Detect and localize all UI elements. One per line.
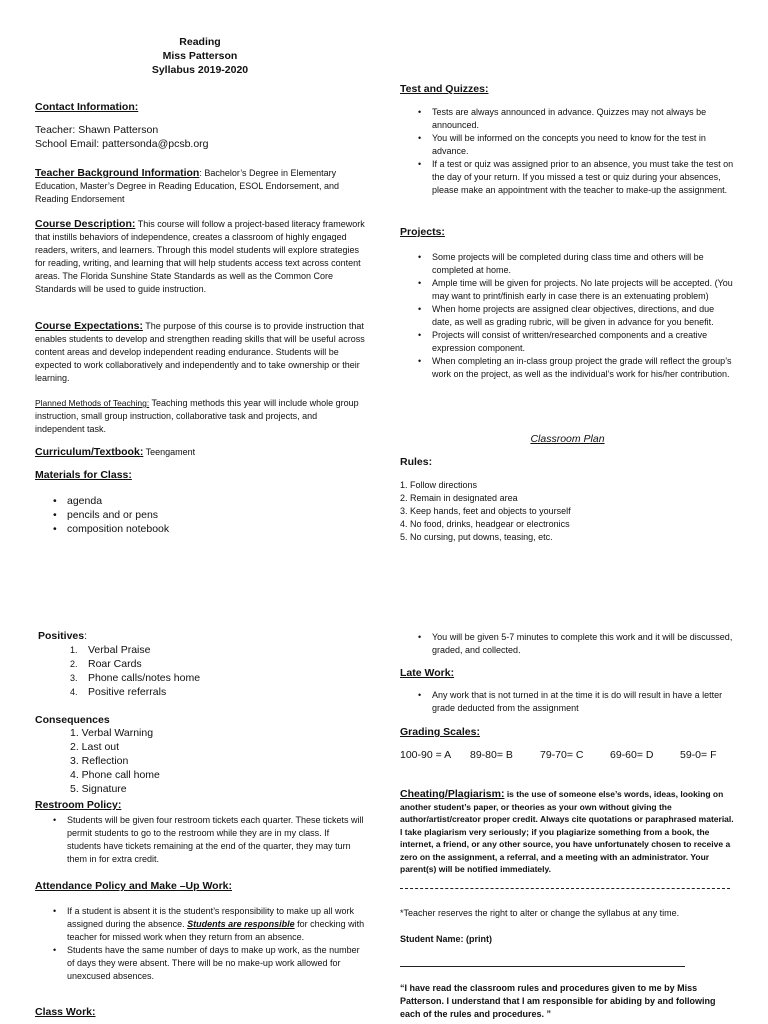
- consequences-list: [70, 726, 365, 796]
- item-text: Positive referrals: [88, 686, 167, 698]
- materials-section: [35, 469, 365, 536]
- list-item: [67, 905, 365, 944]
- reserve-note: *Teacher reserves the right to alter or change the syllabus at any time.: [400, 908, 680, 918]
- item-text: Phone calls/notes home: [88, 672, 201, 684]
- tests-section: [400, 83, 735, 197]
- list-item: 4. Phone call home: [70, 769, 160, 781]
- rules-heading: Rules:: [400, 456, 433, 468]
- tests-list: [400, 106, 735, 197]
- grade-a: 100-90 = A: [400, 749, 452, 761]
- teacher-email: School Email: pattersonda@pcsb.org: [35, 138, 209, 150]
- course-description-heading: Course Description:: [35, 218, 136, 230]
- doc-title-year: Syllabus 2019-2020: [151, 64, 249, 76]
- classroom-plan-title: Classroom Plan: [530, 433, 605, 445]
- list-item: 3. Reflection: [70, 755, 129, 767]
- list-item: • Students have the same number of days to make up work, as the number of days they were absent. There will be no make-up work allowed for unexcused absences.: [67, 944, 365, 983]
- list-item: 5. Signature: [70, 783, 127, 795]
- doc-title-subject: Reading: [179, 36, 221, 48]
- materials-heading: Materials for Class:: [35, 469, 132, 481]
- late-work-heading: Late Work:: [400, 667, 455, 679]
- item-text: Roar Cards: [88, 658, 142, 670]
- course-expectations-text: The purpose of this course is to provide instruction that enables students to develop and strengthen reading skills that will be useful across content areas and develop independent reading endurance. Students will be expected to work collaboratively and independently and to take ownership or their learning.: [35, 321, 365, 383]
- restroom-list: [35, 814, 365, 866]
- classroom-plan-heading: [400, 432, 735, 446]
- projects-list: [400, 251, 735, 381]
- attendance-list: [35, 905, 365, 983]
- late-work-section: [400, 667, 735, 715]
- projects-heading: Projects:: [400, 226, 445, 238]
- list-item: [70, 671, 358, 685]
- list-item: • When home projects are assigned clear objectives, directions, and due date, as well as grading rubric, will be given in advance for you benefit.: [432, 303, 735, 329]
- pledge-statement: “I have read the classroom rules and procedures given to me by Miss Patterson. I understand that I am responsible for abiding by and following each of the rules and procedures. ”: [400, 983, 716, 1019]
- list-item: • When completing an in-class group project the grade will reflect the group’s work on the project, as well as the individual’s work for his/her contribution.: [432, 355, 735, 381]
- list-item: • Some projects will be completed during class time and others will be completed at home.: [432, 251, 735, 277]
- list-item: • Projects will consist of written/researched components and a creative expression component.: [432, 329, 735, 355]
- grading-section: [400, 726, 735, 762]
- contact-section: [35, 101, 365, 151]
- list-item: • Any work that is not turned in at the time it is do will result in have a letter grade deducted from the assignment: [432, 689, 735, 715]
- attendance-text: If a student is absent it is the student’s responsibility to make up all work assigned during the absence.: [67, 906, 354, 929]
- cheating-section: [400, 788, 735, 876]
- list-item: 5. No cursing, put downs, teasing, etc.: [400, 532, 553, 542]
- attendance-emphasis: Students are responsible: [187, 919, 295, 929]
- list-item: • You will be informed on the concepts you need to know for the test in advance.: [432, 132, 735, 158]
- list-item: • Students will be given four restroom tickets each quarter. These tickets will permit students to go to the restroom while they are in my class. If students have tickets remaining at the end of the quarter, they may turn them in for extra credit.: [67, 814, 365, 866]
- classwork-list: [400, 631, 735, 657]
- item-text: Verbal Praise: [88, 644, 151, 656]
- background-heading: Teacher Background Information: [35, 167, 200, 179]
- grade-c: 79-70= C: [540, 749, 584, 761]
- list-item: • You will be given 5-7 minutes to complete this work and it will be discussed, graded, and collected.: [432, 631, 735, 657]
- item-number: 4.: [70, 687, 78, 697]
- background-text: : Bachelor’s Degree in Elementary Education, Master’s Degree in Reading Education, ESOL Endorsement, and Reading Endorsement: [35, 168, 340, 204]
- course-description-section: [35, 218, 365, 296]
- list-item: 1. Verbal Warning: [70, 727, 154, 739]
- list-item: • Ample time will be given for projects. No late projects will be accepted. (You may want to print/finish early in case there is an extenuating problem): [432, 277, 735, 303]
- student-name-line[interactable]: [400, 966, 685, 967]
- methods-heading: Planned Methods of Teaching:: [35, 398, 150, 408]
- contact-heading: Contact Information:: [35, 101, 139, 113]
- item-number: 1.: [70, 645, 78, 655]
- list-item: 2. Last out: [70, 741, 120, 753]
- rules-section: [400, 456, 735, 544]
- restroom-heading: Restroom Policy:: [35, 799, 122, 811]
- curriculum-section: [35, 446, 365, 459]
- positives-colon: :: [84, 630, 88, 642]
- grade-f: 59-0= F: [680, 749, 717, 761]
- list-item: 4. No food, drinks, headgear or electronics: [400, 519, 570, 529]
- list-item: • agenda: [67, 494, 365, 508]
- teacher-name: Teacher: Shawn Patterson: [35, 124, 159, 136]
- methods-section: [35, 397, 365, 436]
- positives-list: [70, 643, 358, 699]
- consequences-section: [35, 714, 365, 796]
- cheating-text: is the use of someone else’s words, ideas, looking on another student’s paper, or theories as your own without giving the author/artist/creator proper credit. Always cite quotations or paraphrased material. I take plagiarism very seriously; if you plagiarize something from a book, the internet, a friend, or any other source, you have unfortunately chosen to receive a zero on the assignment, a referral, and a meeting with an administrator. Your parent(s) will be notified immediately.: [400, 789, 734, 874]
- curriculum-heading: Curriculum/Textbook:: [35, 446, 144, 458]
- doc-title-teacher: Miss Patterson: [162, 50, 238, 62]
- late-work-list: [400, 689, 735, 715]
- list-item: • Tests are always announced in advance. Quizzes may not always be announced.: [432, 106, 735, 132]
- positives-section: [38, 629, 358, 699]
- list-item: • pencils and or pens: [67, 508, 365, 522]
- projects-section: [400, 226, 735, 381]
- attendance-text: for checking with teacher for missed work when they return from an absence.: [67, 919, 365, 942]
- grading-heading: Grading Scales:: [400, 726, 480, 738]
- rules-list: [400, 479, 735, 544]
- list-item: [70, 657, 358, 671]
- classwork-section: [35, 1006, 365, 1018]
- cheating-heading: Cheating/Plagiarism:: [400, 788, 505, 800]
- restroom-section: [35, 799, 365, 866]
- grade-d: 69-60= D: [610, 749, 654, 761]
- student-name-label: Student Name: (print): [400, 934, 492, 944]
- attendance-heading: Attendance Policy and Make –Up Work:: [35, 880, 233, 892]
- materials-list: [35, 494, 365, 536]
- background-section: [35, 167, 365, 206]
- course-description-text: This course will follow a project-based literacy framework that instills behaviors of independence, creates a classroom of highly engaged readers, writers, and learners. Through this model students will explore strategies for reading, writing, and learning that will help students access text across content areas. The Florida Sunshine State Standards as well as the Common Core Standards will be used to guide instruction.: [35, 219, 365, 294]
- classwork-continued: [400, 631, 735, 657]
- item-number: 3.: [70, 673, 78, 683]
- grading-scale-row: [400, 748, 735, 762]
- course-expectations-heading: Course Expectations:: [35, 320, 143, 332]
- list-item: 1. Follow directions: [400, 480, 478, 490]
- positives-heading: Positives: [38, 630, 85, 642]
- curriculum-text: Teengament: [143, 447, 196, 457]
- grade-b: 89-80= B: [470, 749, 513, 761]
- attendance-section: [35, 880, 365, 983]
- list-item: [70, 685, 358, 699]
- consequences-heading: Consequences: [35, 714, 110, 726]
- list-item: 2. Remain in designated area: [400, 493, 518, 503]
- methods-text: Teaching methods this year will include whole group instruction, small group instruction, collaborative task and projects, and independent task.: [35, 398, 359, 434]
- item-number: 2.: [70, 659, 78, 669]
- divider-line: [400, 888, 730, 889]
- list-item: [70, 643, 358, 657]
- list-item: 3. Keep hands, feet and objects to yourself: [400, 506, 571, 516]
- list-item: • If a test or quiz was assigned prior to an absence, you must take the test on the day of your return. If you missed a test or quiz during your absences, please make an appointment with the teacher to make-up the assignment.: [432, 158, 735, 197]
- tests-heading: Test and Quizzes:: [400, 83, 489, 95]
- list-item: • composition notebook: [67, 522, 365, 536]
- course-expectations-section: [35, 320, 365, 385]
- classwork-heading: Class Work:: [35, 1006, 96, 1018]
